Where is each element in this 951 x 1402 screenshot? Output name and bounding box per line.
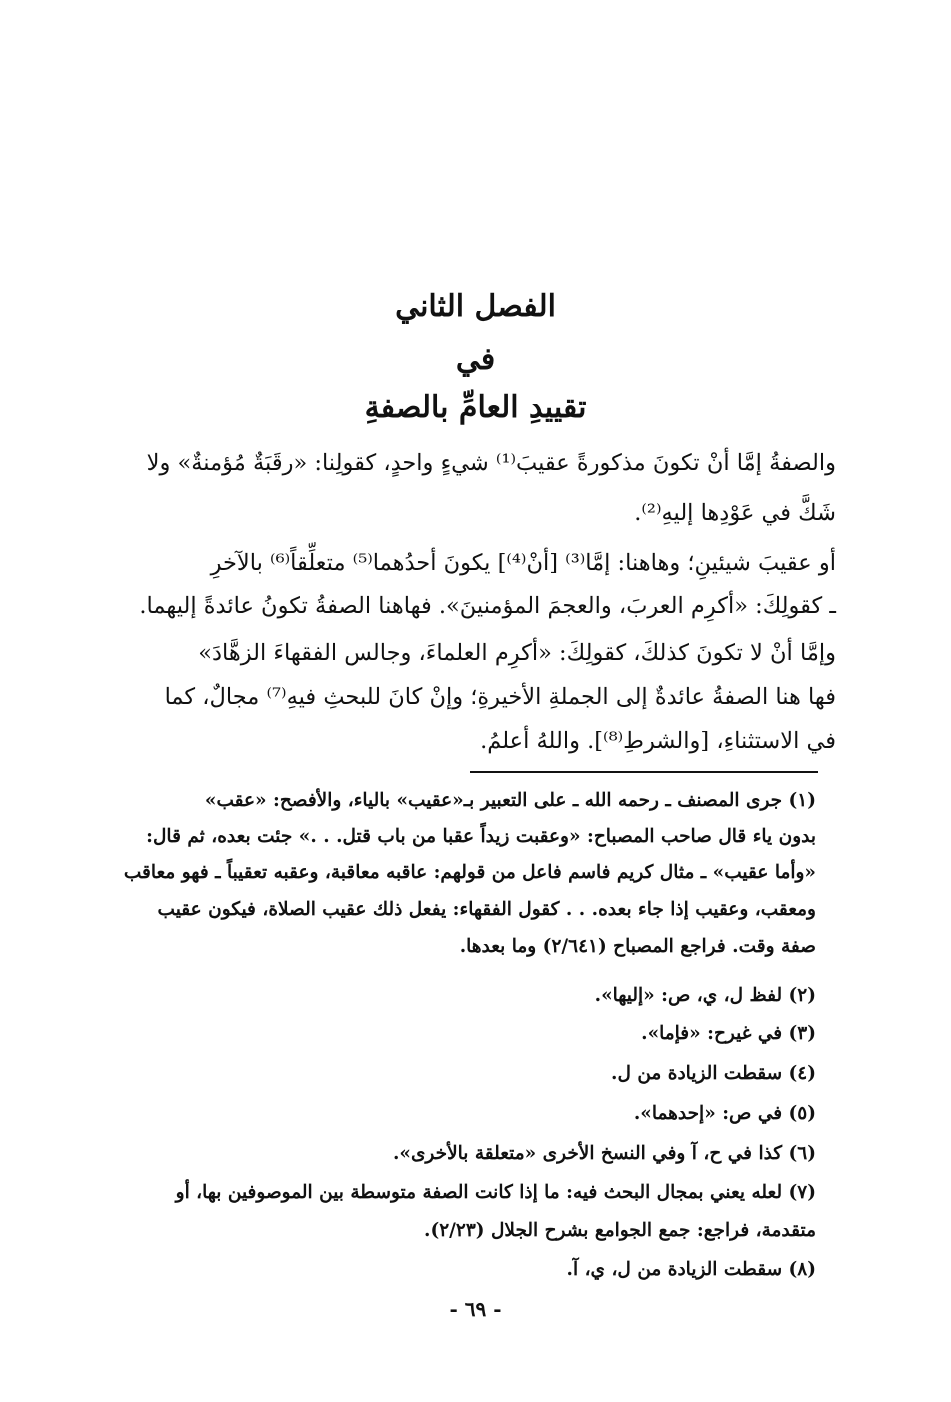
body-line: أو عقيبَ شيئينِ؛ وهاهنا: إمَّا⁽³⁾ [أنْ⁽⁴⁾] يكونَ أحدُهما⁽⁵⁾ متعلِّقاً⁽⁶⁾ بالآخرِ: [210, 550, 836, 576]
footnote-line: (١) جرى المصنف ـ رحمه الله ـ على التعبير بـ«عقيب» بالياء، والأفصح: «عقب»: [204, 790, 816, 811]
footnote-line: (٢) لفظ ل، ي، ص: «إليها».: [594, 985, 816, 1006]
footnote-line: (٦) كذا في ح، آ وفي النسخ الأخرى «متعلقة بالأخرى».: [392, 1143, 816, 1164]
body-line: ـ كقولِكَ: «أكرِم العربَ، والعجمَ المؤمنينَ». فهاهنا الصفةُ تكونُ عائدةً إليهما.: [139, 593, 836, 619]
chapter-preposition: في: [455, 342, 496, 377]
body-line: والصفةُ إمَّا أنْ تكونَ مذكورةً عقيبَ⁽¹⁾ شيءٍ واحدٍ، كقولِنا: «رقَبَةٌ مُؤمنةٌ» ولا: [146, 450, 836, 476]
footnote-line: ومعقب، وعقيب إذا جاء بعده. . . كقول الفقهاء: يفعل ذلك عقيب الصلاة، فيكون عقيب: [157, 899, 816, 920]
footnote-line: (٤) سقطت الزيادة من ل.: [611, 1063, 816, 1084]
chapter-title: الفصل الثاني: [395, 289, 556, 324]
footnote-line: (٧) لعله يعني بمجال البحث فيه: ما إذا كانت الصفة متوسطة بين الموصوفين بها، أو: [175, 1182, 816, 1203]
footnote-line: (٥) في ص: «إحدهما».: [633, 1103, 816, 1124]
body-line: شَكَّ في عَوْدِها إليهِ⁽²⁾.: [634, 500, 836, 526]
footnote-line: «وأما عقيب» ـ مثال كريم فاسم فاعل من قولهم: عاقبه معاقبة، وعقبه تعقيباً ـ فهو معاقب: [123, 862, 816, 883]
body-line: وإمَّا أنْ لا تكونَ كذلكَ، كقولِكَ: «أكرِم العلماءَ، وجالس الفقهاءَ الزهَّادَ»: [198, 640, 836, 666]
footnote-line: صفة وقت. فراجع المصباح (٢/٦٤١) وما بعدها.: [459, 936, 816, 957]
body-line: فها هنا الصفةُ عائدةٌ إلى الجملةِ الأخيرةِ؛ وإنْ كانَ للبحثِ فيهِ⁽⁷⁾ مجالٌ، كما: [164, 684, 836, 710]
footnote-line: (٣) في غيرح: «فإما».: [641, 1023, 816, 1044]
page-number: - ٦٩ -: [449, 1297, 502, 1321]
footnote-separator: [470, 771, 818, 773]
footnote-line: متقدمة، فراجع: جمع الجوامع بشرح الجلال (٢/٢٣).: [424, 1220, 816, 1241]
chapter-subject: تقييدِ العامِّ بالصفةِ: [364, 390, 587, 425]
footnote-line: (٨) سقطت الزيادة من ل، ي، آ.: [566, 1259, 816, 1280]
body-line: في الاستثناءِ، [والشرطِ⁽⁸⁾]. واللهُ أعلمُ.: [480, 728, 836, 754]
footnote-line: بدون ياء قال صاحب المصباح: «وعقبت زيداً عقبا من باب قتل. . .» جئت بعده، ثم قال:: [146, 826, 816, 847]
